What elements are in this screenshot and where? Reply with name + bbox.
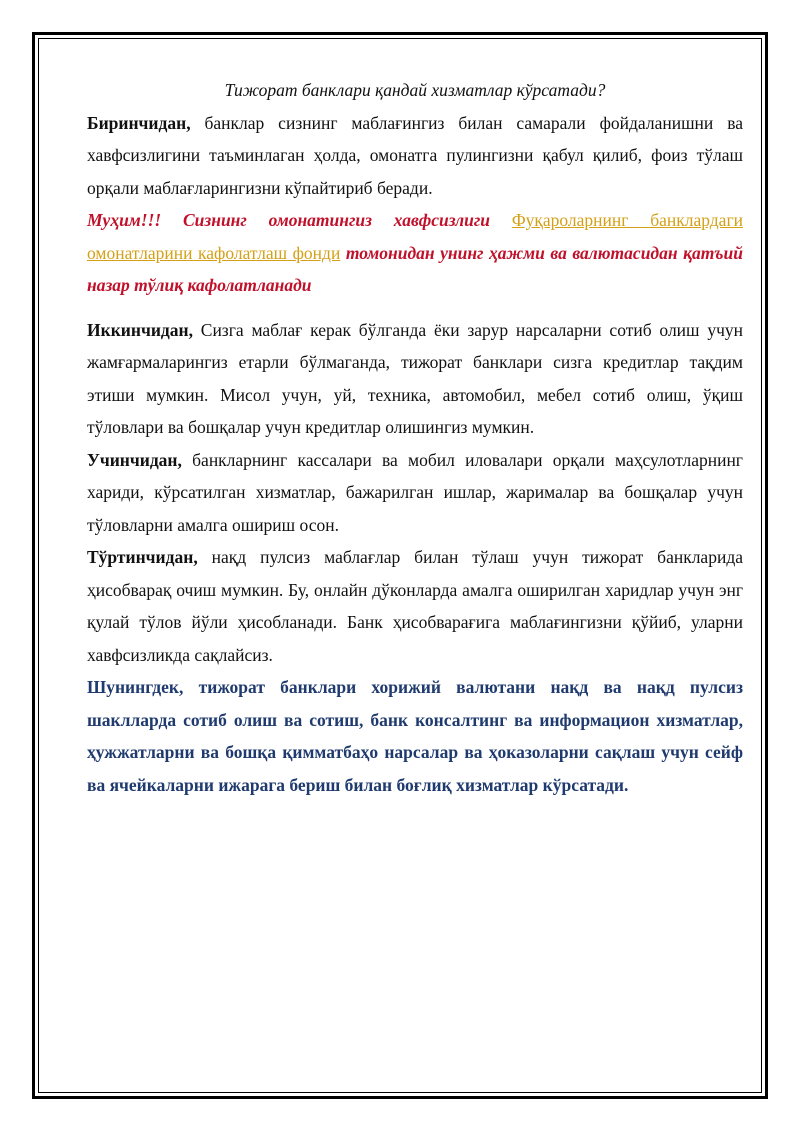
paragraph-fourth [87, 541, 743, 671]
paragraph-fourth-text: нақд пулсиз маблағлар билан тўлаш учун тижорат банкларида ҳисобварақ очиш мумкин. Бу, онлайн дўконларда амалга оширилган харидлар учун энг қулай тўлов йўли ҳисобланади. Банк ҳисобварағига маблағингизни қўйиб, уларни хавфсизликда сақлайсиз. [87, 547, 743, 665]
paragraph-first-text: банклар сизнинг маблағингиз билан самарали фойдаланишни ва хавфсизлигини таъминлаган ҳолда, омонатга пулингизни қабул қилиб, фоиз тўлаш орқали маблағларингизни кўпайтириб беради. [87, 112, 743, 198]
paragraph-second-lead: Иккинчидан, [87, 319, 193, 340]
notice-text-end: томонидан унинг ҳажми ва валютасидан қатъий назар тўлиқ кафолатланади [87, 242, 743, 295]
paragraph-third-lead: Учинчидан, [87, 449, 182, 470]
paragraph-second-text: Сизга маблағ керак бўлганда ёки зарур нарсаларни сотиб олиш учун жамғармаларингиз етарли бўлмаганда, тижорат банклари сизга кредитлар тақдим этиши мумкин. Мисол учун, уй, техника, автомобил, мебел сотиб олиш, ўқиш тўловлари ва бошқалар учун кредитлар олишингиз мумкин. [87, 319, 743, 437]
notice-paragraph [87, 204, 743, 302]
paragraph-first-lead: Биринчидан, [87, 112, 191, 133]
notice-text-start: Муҳим!!! Сизнинг омонатингиз хавфсизлиги [87, 210, 512, 230]
document-body [87, 74, 743, 801]
paragraph-third-text: банкларнинг кассалари ва мобил иловалари орқали маҳсулотларнинг хариди, кўрсатилган хизматлар, бажарилган ишлар, жарималар ва бошқалар учун тўловларни амалга ошириш осон. [87, 449, 743, 535]
paragraph-third [87, 444, 743, 542]
paragraph-second [87, 314, 743, 444]
document-title: Тижорат банклари қандай хизматлар кўрсатади? [224, 80, 606, 100]
paragraph-first [87, 107, 743, 205]
paragraph-fourth-lead: Тўртинчидан, [87, 547, 198, 567]
summary-paragraph: Шунингдек, тижорат банклари хорижий валютани нақд ва нақд пулсиз шаклларда сотиб олиш ва сотиш, банк консалтинг ва информацион хизматлар, ҳужжатларни ва бошқа қимматбаҳо нарсалар ва ҳоказоларни сақлаш учун сейф ва ячейкаларни ижарага бериш билан боғлиқ хизматлар кўрсатади. [87, 677, 743, 795]
deposit-guarantee-fund-link[interactable]: Фуқароларнинг банклардаги омонатларини кафолатлаш фонди [87, 210, 743, 263]
